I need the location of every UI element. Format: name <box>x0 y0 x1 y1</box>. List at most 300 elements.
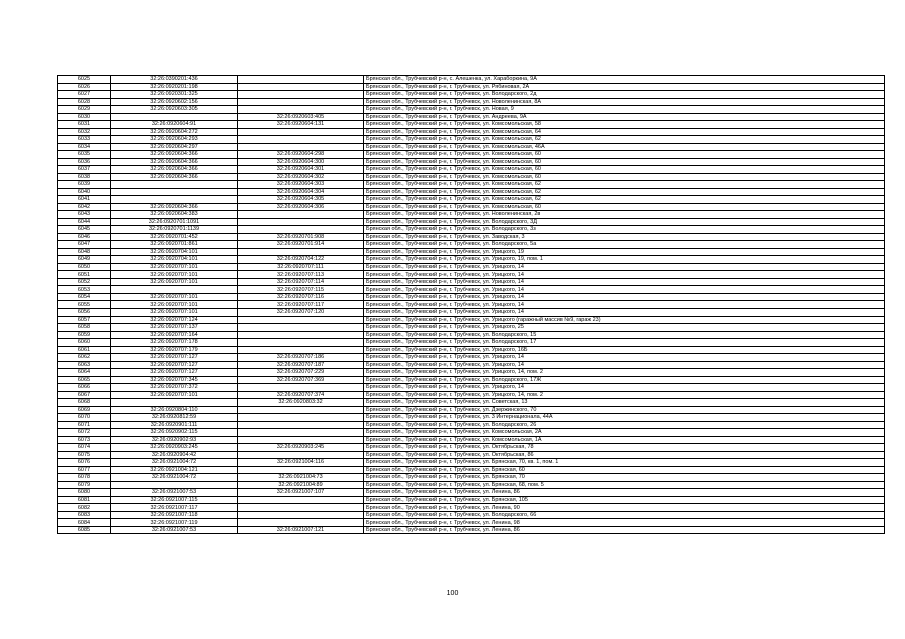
address-cell: Брянская обл., Трубчевский р-н, г. Трубчевск, ул. Заводская, 3 <box>364 233 885 241</box>
address-cell: Брянская обл., Трубчевский р-н, г. Трубчевск, ул. Рябиновая, 2А <box>364 83 885 91</box>
linked-cadastral-number-cell: 32:26:0920604:302 <box>238 173 364 181</box>
linked-cadastral-number-cell: 32:26:0920604:306 <box>238 203 364 211</box>
cadastral-number-cell: 32:26:0921007:117 <box>111 504 238 512</box>
linked-cadastral-number-cell <box>238 436 364 444</box>
cadastral-number-cell: 32:26:0920301:325 <box>111 91 238 99</box>
row-number-cell: 6033 <box>58 136 111 144</box>
cadastral-number-cell: 32:26:0920707:101 <box>111 301 238 309</box>
address-cell: Брянская обл., Трубчевский р-н, г. Трубчевск, ул. Володарского, 66 <box>364 511 885 519</box>
linked-cadastral-number-cell: 32:26:0920604:301 <box>238 166 364 174</box>
table-row <box>58 361 885 369</box>
table-row <box>58 429 885 437</box>
table-row <box>58 421 885 429</box>
table-row <box>58 151 885 159</box>
address-cell: Брянская обл., Трубчевский р-н, г. Трубчевск, ул. Брянская, 70, кв. 1, пом. 1 <box>364 459 885 467</box>
linked-cadastral-number-cell: 32:26:0920701:908 <box>238 233 364 241</box>
table-row <box>58 354 885 362</box>
row-number-cell: 6041 <box>58 196 111 204</box>
cadastral-number-cell: 32:26:0920604:366 <box>111 203 238 211</box>
table-row <box>58 233 885 241</box>
linked-cadastral-number-cell: 32:26:0920707:111 <box>238 263 364 271</box>
cadastral-number-cell: 32:26:0920707:101 <box>111 271 238 279</box>
address-cell: Брянская обл., Трубчевский р-н, г. Трубчевск, ул. Андреева, 9А <box>364 113 885 121</box>
linked-cadastral-number-cell: 32:26:0920604:303 <box>238 181 364 189</box>
table-row <box>58 158 885 166</box>
row-number-cell: 6073 <box>58 436 111 444</box>
table-row <box>58 316 885 324</box>
cadastral-number-cell: 32:26:0921004:72 <box>111 474 238 482</box>
cadastral-number-cell: 32:26:0920904:42 <box>111 451 238 459</box>
page-number: 100 <box>446 590 459 597</box>
cadastral-number-cell <box>111 286 238 294</box>
cadastral-number-cell: 32:26:0920701:452 <box>111 233 238 241</box>
linked-cadastral-number-cell: 32:26:0920707:369 <box>238 376 364 384</box>
row-number-cell: 6069 <box>58 406 111 414</box>
table-row <box>58 121 885 129</box>
address-cell: Брянская обл., Трубчевский р-н, г. Трубчевск, ул. Брянская, 68, пом. 5 <box>364 481 885 489</box>
linked-cadastral-number-cell: 32:26:0921004:73 <box>238 474 364 482</box>
cadastral-number-cell: 32:26:0390201:436 <box>111 76 238 84</box>
row-number-cell: 6058 <box>58 324 111 332</box>
table-row <box>58 91 885 99</box>
address-cell: Брянская обл., Трубчевский р-н, г. Трубчевск, ул. Брянская, 70 <box>364 474 885 482</box>
cadastral-number-cell: 32:26:0921007:53 <box>111 489 238 497</box>
row-number-cell: 6032 <box>58 128 111 136</box>
cadastral-number-cell: 32:26:0920707:372 <box>111 384 238 392</box>
row-number-cell: 6063 <box>58 361 111 369</box>
cadastral-number-cell <box>111 181 238 189</box>
cadastral-number-cell: 32:26:0920602:156 <box>111 98 238 106</box>
linked-cadastral-number-cell <box>238 218 364 226</box>
address-cell: Брянская обл., Трубчевский р-н, г. Трубчевск, ул. Комсомольская, 62 <box>364 196 885 204</box>
row-number-cell: 6043 <box>58 211 111 219</box>
linked-cadastral-number-cell <box>238 226 364 234</box>
address-cell: Брянская обл., Трубчевский р-н, г. Трубчевск, ул. Володарского, 17 <box>364 339 885 347</box>
table-row <box>58 414 885 422</box>
address-cell: Брянская обл., Трубчевский р-н, г. Трубчевск, ул. Урицкого, 14 <box>364 308 885 316</box>
address-cell: Брянская обл., Трубчевский р-н, г. Трубчевск, ул. Комсомольская, 60 <box>364 151 885 159</box>
table-row <box>58 76 885 84</box>
cadastral-number-cell: 32:26:0921004:72 <box>111 459 238 467</box>
cadastral-number-cell: 32:26:0920707:124 <box>111 316 238 324</box>
table-row <box>58 286 885 294</box>
linked-cadastral-number-cell <box>238 466 364 474</box>
linked-cadastral-number-cell: 32:26:0920603:405 <box>238 113 364 121</box>
linked-cadastral-number-cell <box>238 519 364 527</box>
address-cell: Брянская обл., Трубчевский р-н, г. Трубчевск, ул. Ленина, 86 <box>364 489 885 497</box>
cadastral-number-cell: 32:26:0920604:297 <box>111 143 238 151</box>
address-cell: Брянская обл., Трубчевский р-н, г. Трубчевск, ул. Комсомольская, 58 <box>364 121 885 129</box>
linked-cadastral-number-cell <box>238 331 364 339</box>
address-cell: Брянская обл., Трубчевский р-н, г. Трубчевск, ул. Ленина, 98 <box>364 519 885 527</box>
cadastral-number-cell <box>111 113 238 121</box>
address-cell: Брянская обл., Трубчевский р-н, г. Трубчевск, ул. Советская, 13 <box>364 399 885 407</box>
table-row <box>58 324 885 332</box>
linked-cadastral-number-cell: 32:26:0920903:245 <box>238 444 364 452</box>
address-cell: Брянская обл., Трубчевский р-н, г. Трубчевск, ул. Володарского, 17Ж <box>364 376 885 384</box>
row-number-cell: 6064 <box>58 369 111 377</box>
linked-cadastral-number-cell <box>238 346 364 354</box>
row-number-cell: 6049 <box>58 256 111 264</box>
row-number-cell: 6039 <box>58 181 111 189</box>
table-row <box>58 451 885 459</box>
address-cell: Брянская обл., Трубчевский р-н, г. Трубчевск, ул. Володарского, 2д <box>364 91 885 99</box>
address-cell: Брянская обл., Трубчевский р-н, г. Трубчевск, ул. Урицкого, 19 <box>364 248 885 256</box>
address-cell: Брянская обл., Трубчевский р-н, г. Трубчевск, ул. 3 Интернационала, 44А <box>364 414 885 422</box>
cadastral-number-cell: 32:26:0920604:366 <box>111 173 238 181</box>
address-cell: Брянская обл., Трубчевский р-н, г. Трубчевск, ул. Ленина, 90 <box>364 504 885 512</box>
table-row <box>58 188 885 196</box>
address-cell: Брянская обл., Трубчевский р-н, г. Трубчевск, ул. Ленина, 86 <box>364 526 885 534</box>
address-cell: Брянская обл., Трубчевский р-н, г. Трубчевск, ул. Володарского, 15 <box>364 331 885 339</box>
address-cell: Брянская обл., Трубчевский р-н, г. Трубчевск, ул. Комсомольская, 2А <box>364 429 885 437</box>
linked-cadastral-number-cell: 32:26:0920707:113 <box>238 271 364 279</box>
address-cell: Брянская обл., Трубчевский р-н, г. Трубчевск, ул. Урицкого, 14, пом. 2 <box>364 369 885 377</box>
cadastral-number-cell: 32:26:0920707:101 <box>111 263 238 271</box>
linked-cadastral-number-cell <box>238 98 364 106</box>
cadastral-number-cell: 32:26:0920707:101 <box>111 293 238 301</box>
table-row <box>58 369 885 377</box>
linked-cadastral-number-cell: 32:26:0920707:187 <box>238 361 364 369</box>
cadastral-number-cell: 32:26:0920707:179 <box>111 346 238 354</box>
table-row <box>58 519 885 527</box>
cadastral-number-cell: 32:26:0920707:127 <box>111 361 238 369</box>
table-row <box>58 113 885 121</box>
cadastral-number-cell: 32:26:0920604:293 <box>111 136 238 144</box>
row-number-cell: 6036 <box>58 158 111 166</box>
linked-cadastral-number-cell: 32:26:0920604:304 <box>238 188 364 196</box>
row-number-cell: 6082 <box>58 504 111 512</box>
row-number-cell: 6034 <box>58 143 111 151</box>
cadastral-number-cell: 32:26:0920604:383 <box>111 211 238 219</box>
row-number-cell: 6025 <box>58 76 111 84</box>
table-row <box>58 346 885 354</box>
table-row <box>58 256 885 264</box>
table-row <box>58 339 885 347</box>
table-row <box>58 106 885 114</box>
row-number-cell: 6066 <box>58 384 111 392</box>
table-row <box>58 504 885 512</box>
linked-cadastral-number-cell: 32:26:0920707:374 <box>238 391 364 399</box>
row-number-cell: 6077 <box>58 466 111 474</box>
table-row <box>58 301 885 309</box>
row-number-cell: 6060 <box>58 339 111 347</box>
table-row <box>58 466 885 474</box>
address-cell: Брянская обл., Трубчевский р-н, г. Трубчевск, ул. Урицкого, 14, пом. 2 <box>364 391 885 399</box>
row-number-cell: 6030 <box>58 113 111 121</box>
linked-cadastral-number-cell <box>238 406 364 414</box>
address-cell: Брянская обл., Трубчевский р-н, г. Трубчевск, ул. Новая, 9 <box>364 106 885 114</box>
linked-cadastral-number-cell <box>238 136 364 144</box>
cadastral-number-cell: 32:26:0921007:118 <box>111 511 238 519</box>
address-cell: Брянская обл., Трубчевский р-н, г. Трубчевск, ул. Урицкого, 14 <box>364 361 885 369</box>
cadastral-number-cell <box>111 188 238 196</box>
cadastral-number-cell: 32:26:0921007:53 <box>111 526 238 534</box>
table-row <box>58 181 885 189</box>
cadastral-number-cell: 32:26:0920707:101 <box>111 391 238 399</box>
table-row <box>58 436 885 444</box>
table-row <box>58 203 885 211</box>
cadastral-number-cell: 32:26:0920604:91 <box>111 121 238 129</box>
address-cell: Брянская обл., Трубчевский р-н, г. Трубчевск, ул. Комсомольская, 60 <box>364 173 885 181</box>
cadastral-number-cell: 32:26:0920902:115 <box>111 429 238 437</box>
cadastral-number-cell: 32:26:0920603:305 <box>111 106 238 114</box>
row-number-cell: 6083 <box>58 511 111 519</box>
row-number-cell: 6054 <box>58 293 111 301</box>
table-row <box>58 331 885 339</box>
row-number-cell: 6067 <box>58 391 111 399</box>
table-row <box>58 391 885 399</box>
address-cell: Брянская обл., Трубчевский р-н, г. Трубчевск, ул. Урицкого, 14 <box>364 384 885 392</box>
row-number-cell: 6048 <box>58 248 111 256</box>
linked-cadastral-number-cell <box>238 324 364 332</box>
cadastral-number-cell: 32:26:0920707:101 <box>111 278 238 286</box>
table-row <box>58 481 885 489</box>
row-number-cell: 6045 <box>58 226 111 234</box>
address-cell: Брянская обл., Трубчевский р-н, г. Трубчевск, ул. Володарского, 26 <box>364 421 885 429</box>
cadastral-number-cell: 32:26:0920707:127 <box>111 354 238 362</box>
linked-cadastral-number-cell: 32:26:0921007:107 <box>238 489 364 497</box>
cadastral-number-cell: 32:26:0920903:245 <box>111 444 238 452</box>
row-number-cell: 6051 <box>58 271 111 279</box>
cadastral-number-cell: 32:26:0920707:127 <box>111 369 238 377</box>
linked-cadastral-number-cell: 32:26:0920707:117 <box>238 301 364 309</box>
address-cell: Брянская обл., Трубчевский р-н, г. Трубчевск, ул. Урицкого (гаражный массив №9, гараж 23) <box>364 316 885 324</box>
linked-cadastral-number-cell <box>238 421 364 429</box>
row-number-cell: 6029 <box>58 106 111 114</box>
table-row <box>58 98 885 106</box>
cadastral-number-cell: 32:26:0920704:101 <box>111 256 238 264</box>
address-cell: Брянская обл., Трубчевский р-н, г. Трубчевск, ул. Брянская, 105 <box>364 496 885 504</box>
row-number-cell: 6059 <box>58 331 111 339</box>
cadastral-number-cell: 32:26:0920707:101 <box>111 308 238 316</box>
address-cell: Брянская обл., Трубчевский р-н, г. Трубчевск, ул. Комсомольская, 60 <box>364 166 885 174</box>
table-row <box>58 128 885 136</box>
linked-cadastral-number-cell <box>238 384 364 392</box>
table-row <box>58 444 885 452</box>
table-row <box>58 218 885 226</box>
table-row <box>58 278 885 286</box>
linked-cadastral-number-cell: 32:26:0920604:131 <box>238 121 364 129</box>
cadastral-number-cell: 32:26:0920901:111 <box>111 421 238 429</box>
row-number-cell: 6072 <box>58 429 111 437</box>
row-number-cell: 6080 <box>58 489 111 497</box>
linked-cadastral-number-cell: 32:26:0920707:229 <box>238 369 364 377</box>
row-number-cell: 6055 <box>58 301 111 309</box>
row-number-cell: 6084 <box>58 519 111 527</box>
cadastral-number-cell: 32:26:0920707:164 <box>111 331 238 339</box>
cadastral-number-cell: 32:26:0921007:115 <box>111 496 238 504</box>
address-cell: Брянская обл., Трубчевский р-н, г. Трубчевск, ул. Урицкого, 19, пом. 1 <box>364 256 885 264</box>
row-number-cell: 6040 <box>58 188 111 196</box>
cadastral-number-cell: 32:26:0920707:137 <box>111 324 238 332</box>
table-row <box>58 211 885 219</box>
row-number-cell: 6085 <box>58 526 111 534</box>
cadastral-number-cell: 32:26:0921007:119 <box>111 519 238 527</box>
cadastral-number-cell <box>111 196 238 204</box>
row-number-cell: 6070 <box>58 414 111 422</box>
address-cell: Брянская обл., Трубчевский р-н, г. Трубчевск, ул. Новоленинская, 2в <box>364 211 885 219</box>
address-cell: Брянская обл., Трубчевский р-н, г. Трубчевск, ул. Октябрьская, 78 <box>364 444 885 452</box>
table-row <box>58 196 885 204</box>
row-number-cell: 6076 <box>58 459 111 467</box>
row-number-cell: 6026 <box>58 83 111 91</box>
linked-cadastral-number-cell <box>238 496 364 504</box>
row-number-cell: 6053 <box>58 286 111 294</box>
address-cell: Брянская обл., Трубчевский р-н, г. Трубчевск, ул. Комсомольская, 1А <box>364 436 885 444</box>
linked-cadastral-number-cell: 32:26:0920604:305 <box>238 196 364 204</box>
address-cell: Брянская обл., Трубчевский р-н, г. Трубчевск, ул. Урицкого, 14 <box>364 263 885 271</box>
row-number-cell: 6027 <box>58 91 111 99</box>
table-row <box>58 271 885 279</box>
address-cell: Брянская обл., Трубчевский р-н, с. Алешенка, ул. Хараборкина, 9А <box>364 76 885 84</box>
address-cell: Брянская обл., Трубчевский р-н, г. Трубчевск, ул. Брянская, 60 <box>364 466 885 474</box>
linked-cadastral-number-cell <box>238 83 364 91</box>
linked-cadastral-number-cell: 32:26:0920707:116 <box>238 293 364 301</box>
row-number-cell: 6037 <box>58 166 111 174</box>
linked-cadastral-number-cell <box>238 511 364 519</box>
linked-cadastral-number-cell: 32:26:0920803:32 <box>238 399 364 407</box>
row-number-cell: 6057 <box>58 316 111 324</box>
cadastral-number-cell: 32:26:0920604:272 <box>111 128 238 136</box>
linked-cadastral-number-cell <box>238 339 364 347</box>
linked-cadastral-number-cell: 32:26:0920704:122 <box>238 256 364 264</box>
table-row <box>58 308 885 316</box>
address-cell: Брянская обл., Трубчевский р-н, г. Трубчевск, ул. Комсомольская, 60 <box>364 203 885 211</box>
linked-cadastral-number-cell <box>238 429 364 437</box>
row-number-cell: 6074 <box>58 444 111 452</box>
table-row <box>58 376 885 384</box>
cadastral-number-cell: 32:26:0920701:1091 <box>111 218 238 226</box>
table-row <box>58 83 885 91</box>
address-cell: Брянская обл., Трубчевский р-н, г. Трубчевск, ул. Володарского, 3Д <box>364 218 885 226</box>
table-row <box>58 496 885 504</box>
table-row <box>58 474 885 482</box>
address-cell: Брянская обл., Трубчевский р-н, г. Трубчевск, ул. Комсомольская, 60 <box>364 158 885 166</box>
property-table <box>57 75 885 534</box>
linked-cadastral-number-cell: 32:26:0921004:116 <box>238 459 364 467</box>
property-table-body <box>58 76 885 534</box>
linked-cadastral-number-cell <box>238 316 364 324</box>
linked-cadastral-number-cell <box>238 211 364 219</box>
table-row <box>58 293 885 301</box>
table-row <box>58 459 885 467</box>
linked-cadastral-number-cell: 32:26:0920707:120 <box>238 308 364 316</box>
row-number-cell: 6081 <box>58 496 111 504</box>
linked-cadastral-number-cell: 32:26:0920707:114 <box>238 278 364 286</box>
row-number-cell: 6035 <box>58 151 111 159</box>
cadastral-number-cell <box>111 481 238 489</box>
cadastral-number-cell: 32:26:0920704:101 <box>111 248 238 256</box>
row-number-cell: 6068 <box>58 399 111 407</box>
cadastral-number-cell: 32:26:0920701:861 <box>111 241 238 249</box>
table-row <box>58 136 885 144</box>
linked-cadastral-number-cell <box>238 91 364 99</box>
row-number-cell: 6038 <box>58 173 111 181</box>
cadastral-number-cell: 32:26:0920902:93 <box>111 436 238 444</box>
linked-cadastral-number-cell <box>238 414 364 422</box>
table-row <box>58 511 885 519</box>
table-row <box>58 226 885 234</box>
cadastral-number-cell: 32:26:0920201:198 <box>111 83 238 91</box>
cadastral-number-cell <box>111 399 238 407</box>
table-row <box>58 384 885 392</box>
cadastral-number-cell: 32:26:0920701:1139 <box>111 226 238 234</box>
address-cell: Брянская обл., Трубчевский р-н, г. Трубчевск, ул. Володарского, 3з <box>364 226 885 234</box>
address-cell: Брянская обл., Трубчевский р-н, г. Трубчевск, ул. Октябрьская, 86 <box>364 451 885 459</box>
row-number-cell: 6031 <box>58 121 111 129</box>
linked-cadastral-number-cell <box>238 128 364 136</box>
linked-cadastral-number-cell: 32:26:0920604:300 <box>238 158 364 166</box>
cadastral-number-cell: 32:26:0921004:121 <box>111 466 238 474</box>
address-cell: Брянская обл., Трубчевский р-н, г. Трубчевск, ул. Урицкого, 16Б <box>364 346 885 354</box>
row-number-cell: 6071 <box>58 421 111 429</box>
address-cell: Брянская обл., Трубчевский р-н, г. Трубчевск, ул. Урицкого, 25 <box>364 324 885 332</box>
cadastral-number-cell: 32:26:0920604:366 <box>111 166 238 174</box>
row-number-cell: 6075 <box>58 451 111 459</box>
linked-cadastral-number-cell: 32:26:0920604:298 <box>238 151 364 159</box>
linked-cadastral-number-cell <box>238 451 364 459</box>
row-number-cell: 6079 <box>58 481 111 489</box>
address-cell: Брянская обл., Трубчевский р-н, г. Трубчевск, ул. Комсомольская, 64 <box>364 128 885 136</box>
cadastral-number-cell: 32:26:0920707:345 <box>111 376 238 384</box>
linked-cadastral-number-cell: 32:26:0920701:914 <box>238 241 364 249</box>
address-cell: Брянская обл., Трубчевский р-н, г. Трубчевск, ул. Урицкого, 14 <box>364 301 885 309</box>
table-row <box>58 241 885 249</box>
table-row <box>58 526 885 534</box>
address-cell: Брянская обл., Трубчевский р-н, г. Трубчевск, ул. Комсомольская, 62 <box>364 181 885 189</box>
address-cell: Брянская обл., Трубчевский р-н, г. Трубчевск, ул. Урицкого, 14 <box>364 271 885 279</box>
address-cell: Брянская обл., Трубчевский р-н, г. Трубчевск, ул. Комсомольская, 62 <box>364 188 885 196</box>
row-number-cell: 6052 <box>58 278 111 286</box>
table-row <box>58 489 885 497</box>
address-cell: Брянская обл., Трубчевский р-н, г. Трубчевск, ул. Комсомольская, 62 <box>364 136 885 144</box>
cadastral-number-cell: 32:26:0920604:366 <box>111 151 238 159</box>
address-cell: Брянская обл., Трубчевский р-н, г. Трубчевск, ул. Урицкого, 14 <box>364 293 885 301</box>
linked-cadastral-number-cell <box>238 248 364 256</box>
table-row <box>58 399 885 407</box>
row-number-cell: 6062 <box>58 354 111 362</box>
address-cell: Брянская обл., Трубчевский р-н, г. Трубчевск, ул. Комсомольская, 46А <box>364 143 885 151</box>
row-number-cell: 6044 <box>58 218 111 226</box>
row-number-cell: 6056 <box>58 308 111 316</box>
address-cell: Брянская обл., Трубчевский р-н, г. Трубчевск, ул. Урицкого, 14 <box>364 286 885 294</box>
linked-cadastral-number-cell: 32:26:0920707:186 <box>238 354 364 362</box>
table-row <box>58 406 885 414</box>
linked-cadastral-number-cell: 32:26:0921004:89 <box>238 481 364 489</box>
row-number-cell: 6028 <box>58 98 111 106</box>
cadastral-number-cell: 32:26:0920707:178 <box>111 339 238 347</box>
row-number-cell: 6042 <box>58 203 111 211</box>
table-row <box>58 143 885 151</box>
table-row <box>58 173 885 181</box>
table-row <box>58 263 885 271</box>
address-cell: Брянская обл., Трубчевский р-н, г. Трубчевск, ул. Дзержинского, 70 <box>364 406 885 414</box>
linked-cadastral-number-cell <box>238 504 364 512</box>
address-cell: Брянская обл., Трубчевский р-н, г. Трубчевск, ул. Новоленинская, 8А <box>364 98 885 106</box>
cadastral-number-cell: 32:26:0920804:110 <box>111 406 238 414</box>
linked-cadastral-number-cell <box>238 106 364 114</box>
row-number-cell: 6078 <box>58 474 111 482</box>
linked-cadastral-number-cell <box>238 143 364 151</box>
table-row <box>58 248 885 256</box>
linked-cadastral-number-cell: 32:26:0920707:115 <box>238 286 364 294</box>
linked-cadastral-number-cell: 32:26:0921007:121 <box>238 526 364 534</box>
linked-cadastral-number-cell <box>238 76 364 84</box>
row-number-cell: 6061 <box>58 346 111 354</box>
cadastral-number-cell: 32:26:0920604:366 <box>111 158 238 166</box>
row-number-cell: 6065 <box>58 376 111 384</box>
